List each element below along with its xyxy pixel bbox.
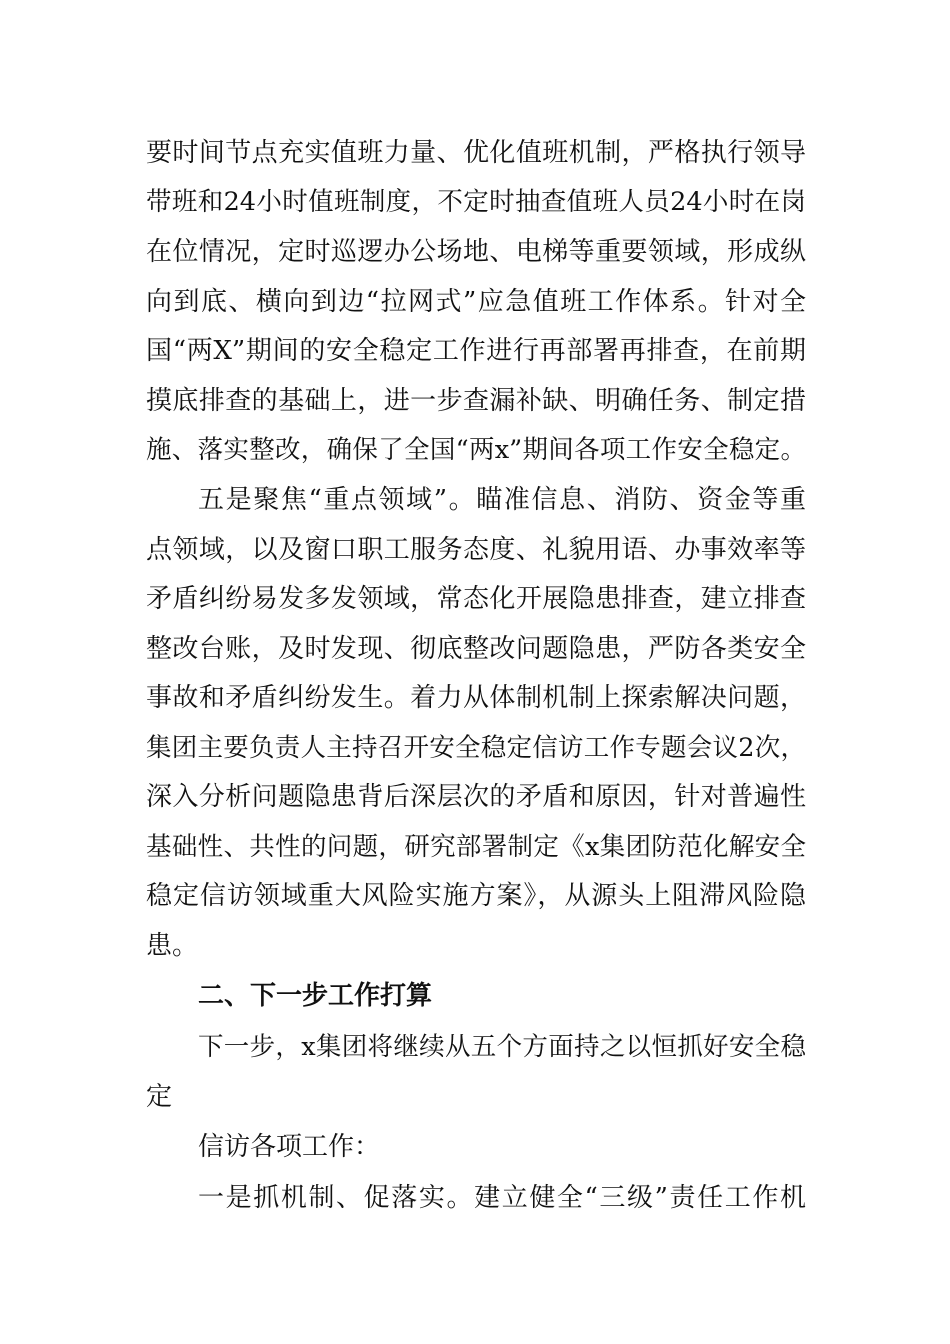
paragraph-3-line-2: 定 bbox=[146, 1082, 173, 1112]
paragraph-2-line-5: 事故和矛盾纠纷发生。着力从体制机制上探索解决问题， bbox=[146, 683, 806, 713]
paragraph-2-line-3: 矛盾纠纷易发多发领域，常态化开展隐患排查，建立排查 bbox=[146, 584, 806, 614]
paragraph-1-line-4: 向到底、横向到边“拉网式”应急值班工作体系。针对全 bbox=[146, 287, 806, 317]
paragraph-1-line-3: 在位情况，定时巡逻办公场地、电梯等重要领域，形成纵 bbox=[146, 237, 806, 267]
paragraph-1-line-7: 施、落实整改，确保了全国“两x”期间各项工作安全稳定。 bbox=[146, 435, 806, 465]
paragraph-3-line-1: 下一步，x集团将继续从五个方面持之以恒抓好安全稳 bbox=[198, 1032, 806, 1062]
paragraph-2-line-4: 整改台账，及时发现、彻底整改问题隐患，严防各类安全 bbox=[146, 634, 806, 664]
paragraph-1-line-5: 国“两X”期间的安全稳定工作进行再部署再排查，在前期 bbox=[146, 336, 806, 366]
section-heading: 二、下一步工作打算 bbox=[198, 981, 433, 1011]
paragraph-2-line-2: 点领域，以及窗口职工服务态度、礼貌用语、办事效率等 bbox=[146, 535, 806, 565]
paragraph-2-line-8: 基础性、共性的问题，研究部署制定《x集团防范化解安全 bbox=[146, 832, 806, 862]
paragraph-1-line-6: 摸底排查的基础上，进一步查漏补缺、明确任务、制定措 bbox=[146, 386, 806, 416]
paragraph-2-line-9: 稳定信访领域重大风险实施方案》，从源头上阻滞风险隐 bbox=[146, 881, 806, 911]
paragraph-5-line-1: 一是抓机制、促落实。建立健全“三级”责任工作机 bbox=[198, 1183, 806, 1213]
paragraph-2-line-7: 深入分析问题隐患背后深层次的矛盾和原因，针对普遍性 bbox=[146, 782, 806, 812]
paragraph-2-line-6: 集团主要负责人主持召开安全稳定信访工作专题会议2次， bbox=[146, 733, 806, 763]
paragraph-1-line-2: 带班和24小时值班制度，不定时抽查值班人员24小时在岗 bbox=[146, 187, 806, 217]
paragraph-2-line-1: 五是聚焦“重点领域”。瞄准信息、消防、资金等重 bbox=[198, 485, 806, 515]
paragraph-1-line-1: 要时间节点充实值班力量、优化值班机制，严格执行领导 bbox=[146, 138, 806, 168]
paragraph-2-line-10: 患。 bbox=[146, 931, 199, 961]
paragraph-4-line-1: 信访各项工作： bbox=[198, 1132, 381, 1162]
